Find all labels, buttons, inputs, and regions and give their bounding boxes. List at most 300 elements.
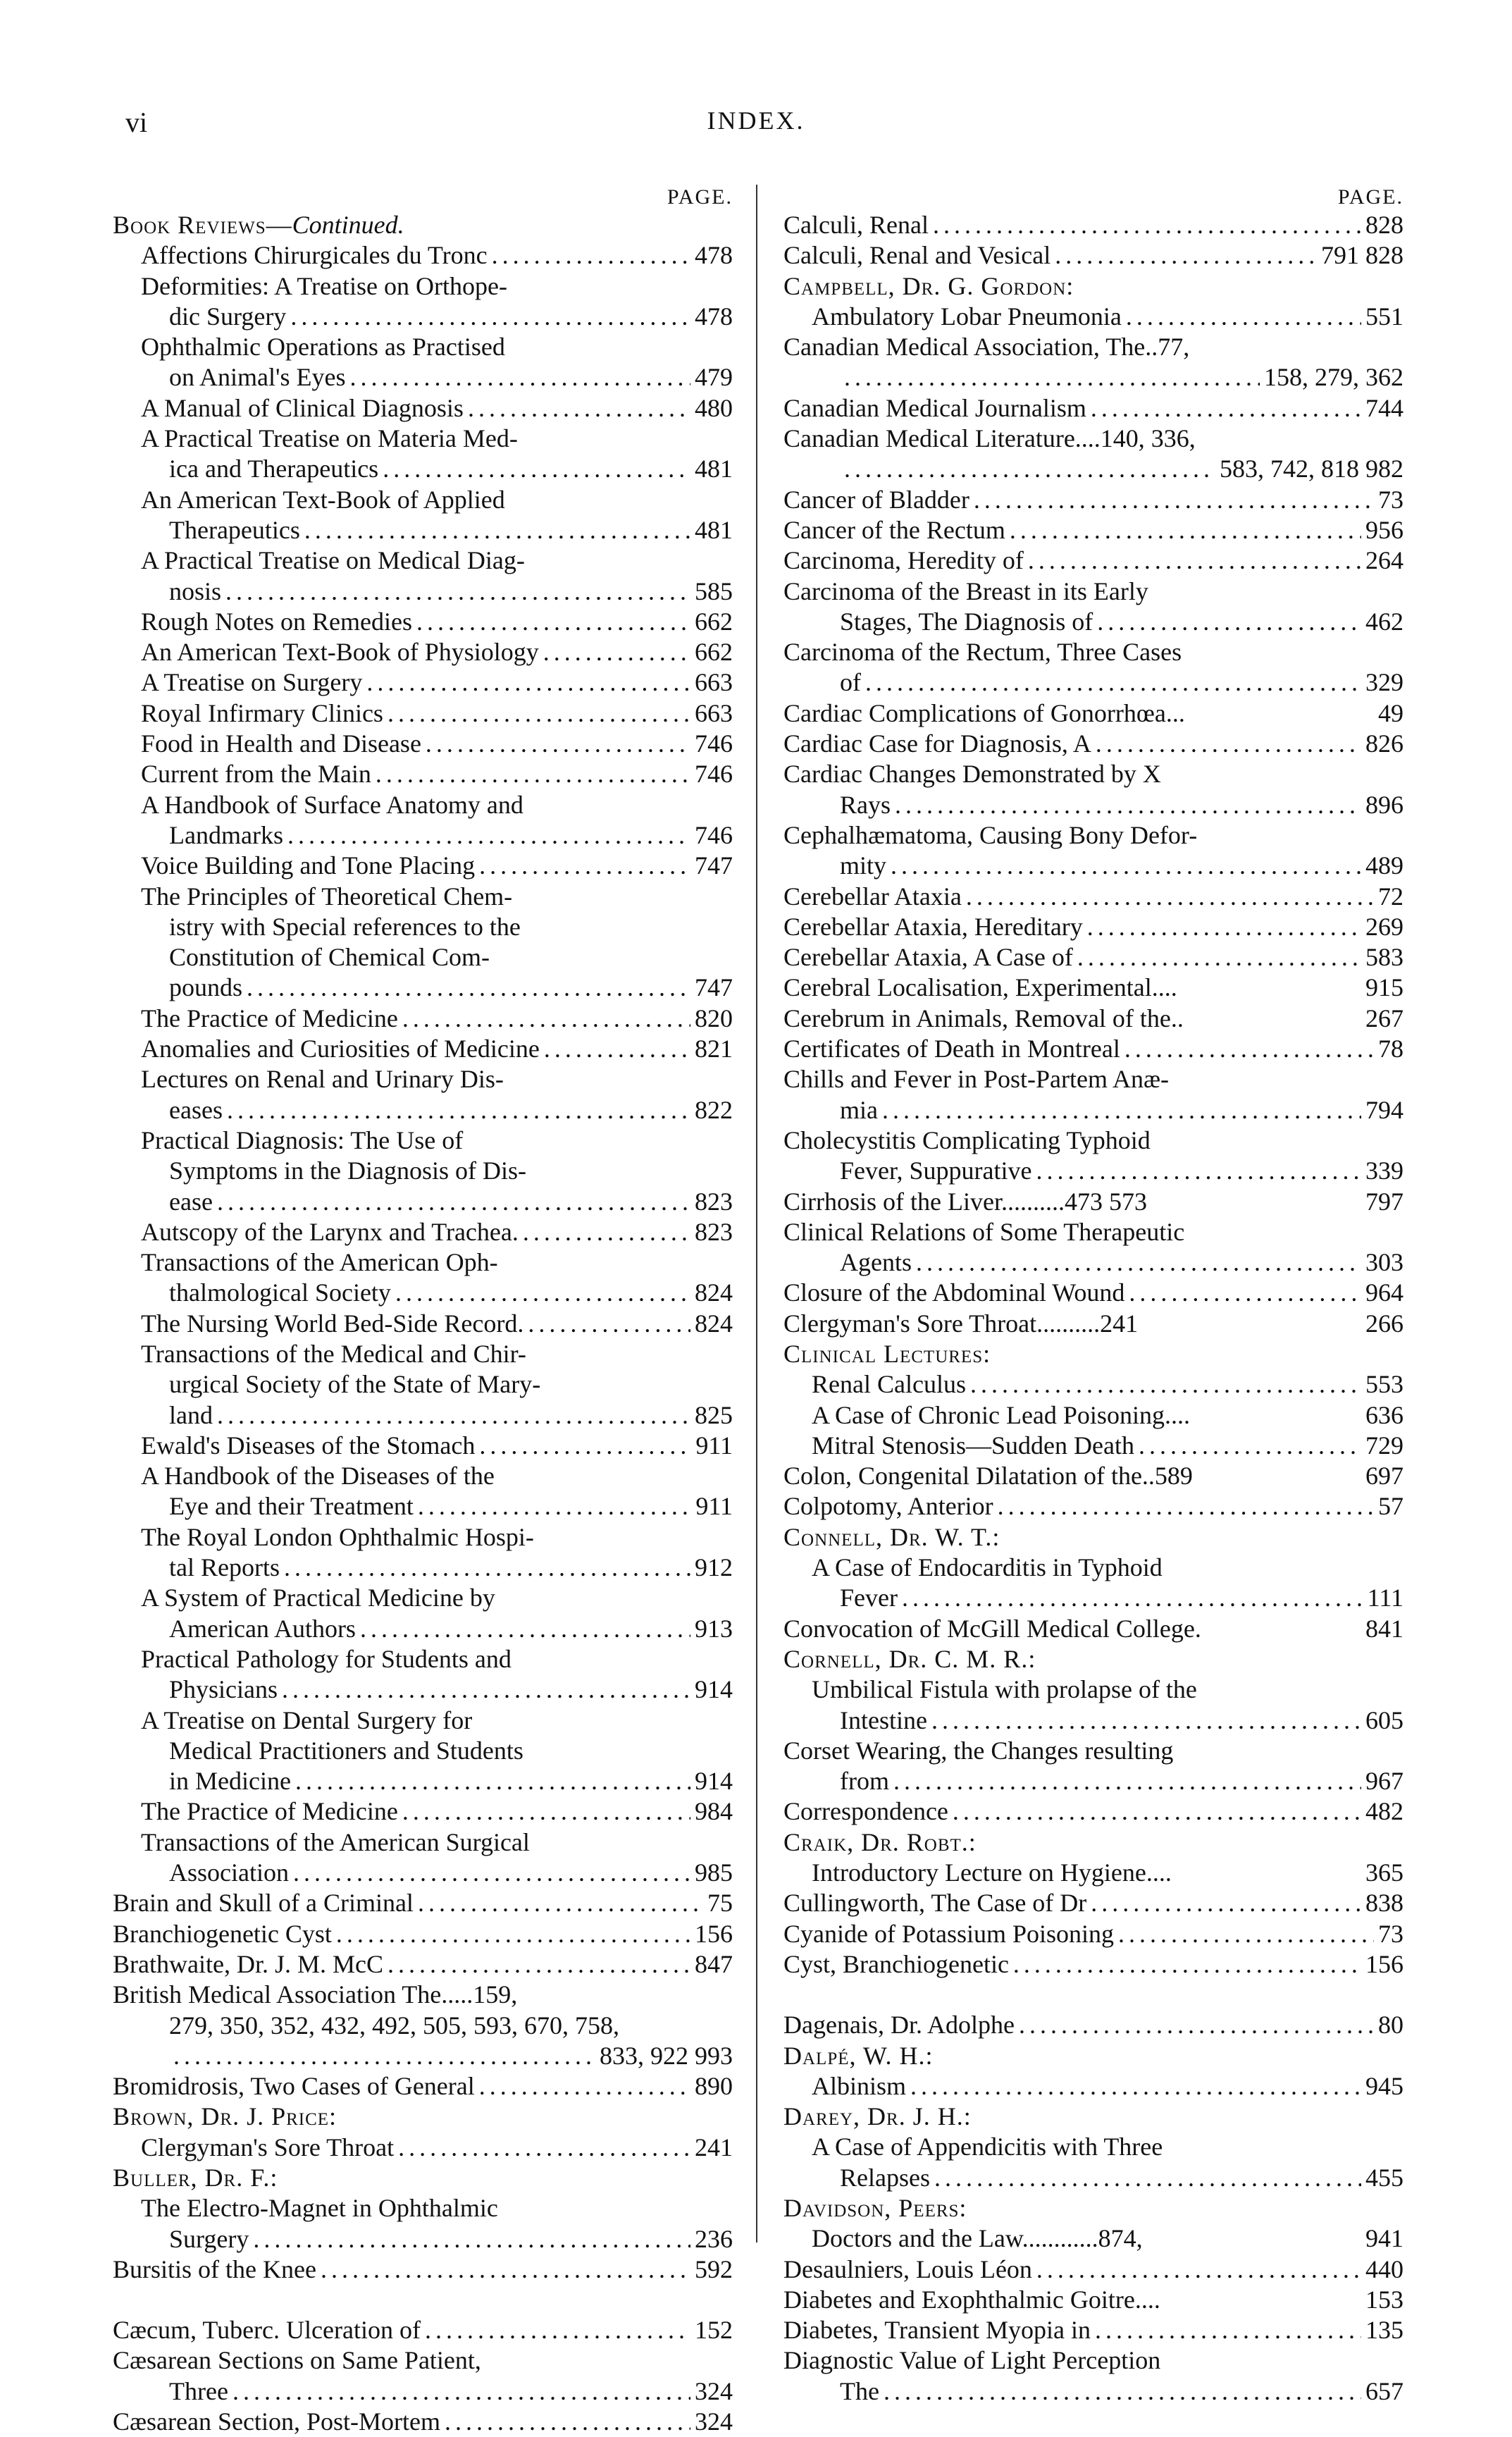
index-entry xyxy=(783,545,1403,576)
index-entry xyxy=(113,1736,733,1766)
index-entry xyxy=(113,882,733,912)
page-ref: 941 xyxy=(1365,2224,1403,2253)
page-ref: 324 xyxy=(695,2376,733,2405)
leader-dots xyxy=(388,1949,690,1980)
index-entry-text: ica and Therapeutics xyxy=(169,455,379,483)
index-entry xyxy=(783,851,1403,881)
index-entry xyxy=(113,1888,733,1918)
page-ref: 266 xyxy=(1365,1309,1403,1338)
index-entry xyxy=(113,820,733,851)
index-entry-text: The Practice of Medicine xyxy=(141,1797,398,1826)
index-entry xyxy=(783,240,1403,271)
index-entry-text: A Practical Treatise on Medical Diag- xyxy=(141,546,525,575)
leader-dots xyxy=(418,1491,691,1522)
index-entry-text: mity xyxy=(840,851,887,880)
page-ref: 481 xyxy=(695,455,733,483)
index-entry-text: A Practical Treatise on Materia Med- xyxy=(141,424,518,453)
index-entry xyxy=(783,2223,1403,2254)
index-entry xyxy=(783,912,1403,942)
index-entry-text: Diabetes, Transient Myopia in xyxy=(783,2316,1091,2345)
leader-dots xyxy=(844,362,1260,393)
index-entry xyxy=(783,790,1403,820)
index-entry xyxy=(113,1247,733,1278)
index-entry xyxy=(113,393,733,424)
index-entry-text: Certificates of Death in Montreal xyxy=(783,1035,1120,1063)
index-entry-text: Canadian Medical Association, The..77, xyxy=(783,333,1190,362)
leader-dots xyxy=(544,1034,690,1064)
index-entry xyxy=(113,1827,733,1858)
leader-dots xyxy=(882,1095,1361,1125)
page-ref: 236 xyxy=(695,2224,733,2253)
index-entry xyxy=(113,1125,733,1156)
page-ref: 663 xyxy=(695,668,733,697)
index-entry-text: Three xyxy=(169,2376,228,2405)
page-ref: 455 xyxy=(1365,2163,1403,2192)
index-entry xyxy=(113,2407,733,2437)
index-entry xyxy=(113,515,733,545)
leader-dots xyxy=(247,973,690,1003)
index-entry-text: dic Surgery xyxy=(169,302,287,331)
index-entry-text: ease xyxy=(169,1187,213,1216)
right-column xyxy=(783,185,1403,2407)
index-entry xyxy=(783,393,1403,424)
leader-dots xyxy=(893,1766,1361,1796)
leader-dots xyxy=(934,2163,1361,2193)
leader-dots xyxy=(304,515,690,545)
index-entry-text: Transactions of the American Oph- xyxy=(141,1248,498,1277)
leader-dots xyxy=(295,1766,690,1796)
leader-dots xyxy=(227,1095,690,1125)
index-entry-text: The xyxy=(840,2376,879,2405)
index-entry xyxy=(113,1064,733,1094)
index-entry-text: Practical Diagnosis: The Use of xyxy=(141,1125,464,1154)
index-entry xyxy=(783,1339,1403,1369)
index-entry-text: pounds xyxy=(169,973,243,1002)
page-ref: 49 xyxy=(1378,698,1403,727)
index-entry xyxy=(113,1949,733,1980)
leader-dots xyxy=(360,1614,690,1644)
index-entry xyxy=(113,2224,733,2254)
index-entry xyxy=(783,2010,1403,2040)
index-entry xyxy=(783,515,1403,545)
index-entry-text: Landmarks xyxy=(169,820,283,849)
index-entry xyxy=(783,2102,1403,2132)
page-ref: 264 xyxy=(1365,546,1403,575)
leader-dots xyxy=(1013,1949,1361,1980)
index-entry-text: Brain and Skull of a Criminal xyxy=(113,1889,414,1918)
index-entry xyxy=(113,1431,733,1461)
index-entry-text: Calculi, Renal and Vesical xyxy=(783,241,1051,270)
index-entry-text: Therapeutics xyxy=(169,515,300,544)
index-entry xyxy=(783,485,1403,515)
page-ref: 73 xyxy=(1378,1919,1403,1948)
page-ref: 481 xyxy=(695,515,733,544)
page-ref: 915 xyxy=(1365,973,1403,1002)
index-heading: Cornell, Dr. C. M. R.: xyxy=(783,1644,1036,1673)
index-entry xyxy=(783,1674,1403,1705)
leader-dots xyxy=(916,1247,1361,1278)
index-entry xyxy=(783,1125,1403,1156)
index-entry xyxy=(783,1034,1403,1064)
index-heading: Darey, Dr. J. H.: xyxy=(783,2102,972,2131)
index-entry xyxy=(783,210,1403,240)
index-entry xyxy=(113,302,733,332)
index-entry xyxy=(783,1888,1403,1918)
index-entry-text: Transactions of the American Surgical xyxy=(141,1827,530,1856)
index-entry-text: Cephalhæmatoma, Causing Bony Defor- xyxy=(783,820,1198,849)
index-entry-text: on Animal's Eyes xyxy=(169,363,346,392)
leader-dots xyxy=(933,210,1361,240)
leader-dots xyxy=(395,1278,690,1308)
index-entry xyxy=(113,1705,733,1736)
page-ref: 158, 279, 362 xyxy=(1264,363,1403,392)
index-entry-text: Convocation of McGill Medical College. xyxy=(783,1614,1201,1643)
index-entry xyxy=(783,362,1403,393)
index-entry xyxy=(113,2102,733,2132)
index-entry-text: Clinical Relations of Some Therapeutic xyxy=(783,1217,1185,1246)
index-entry-text: Fever xyxy=(840,1584,898,1612)
leader-dots xyxy=(284,1553,690,1583)
page-ref: 985 xyxy=(695,1858,733,1887)
leader-dots xyxy=(1126,302,1361,332)
index-entry xyxy=(113,973,733,1003)
index-entry-text: Affections Chirurgicales du Tronc xyxy=(141,241,488,270)
page-ref: 662 xyxy=(695,607,733,636)
index-entry-text: Dagenais, Dr. Adolphe xyxy=(783,2011,1015,2040)
index-entry-text: Correspondence xyxy=(783,1797,948,1826)
index-entry xyxy=(783,2071,1403,2102)
index-heading: Buller, Dr. F.: xyxy=(113,2164,278,2192)
index-entry xyxy=(113,2376,733,2407)
leader-dots xyxy=(366,667,690,698)
index-entry xyxy=(783,1766,1403,1796)
index-entry xyxy=(783,1309,1403,1339)
leader-dots xyxy=(402,1004,690,1034)
index-entry-text: istry with Special references to the xyxy=(169,912,521,941)
leader-dots xyxy=(1097,607,1361,637)
index-entry xyxy=(783,424,1403,454)
index-entry xyxy=(783,2376,1403,2407)
page-ref: 833, 922 993 xyxy=(600,2041,733,2070)
page-ref: 747 xyxy=(695,851,733,880)
page-ref: 914 xyxy=(695,1675,733,1704)
index-entry-text: A Handbook of the Diseases of the xyxy=(141,1462,495,1491)
index-entry xyxy=(113,2071,733,2102)
leader-dots xyxy=(293,1858,690,1888)
page-ref: 967 xyxy=(1365,1767,1403,1796)
index-entry xyxy=(113,1369,733,1400)
index-entry-text: Cardiac Changes Demonstrated by X xyxy=(783,760,1161,789)
index-entry-text: Cerebral Localisation, Experimental.... xyxy=(783,973,1177,1002)
index-entry xyxy=(783,1369,1403,1400)
index-entry xyxy=(783,1431,1403,1461)
page-ref: 945 xyxy=(1365,2071,1403,2100)
leader-dots xyxy=(953,1796,1361,1827)
index-entry xyxy=(783,1522,1403,1553)
index-entry-text: Carcinoma of the Rectum, Three Cases xyxy=(783,638,1182,667)
leader-dots xyxy=(217,1187,690,1217)
index-heading: Craik, Dr. Robt.: xyxy=(783,1827,977,1856)
index-entry xyxy=(783,2132,1403,2162)
page-ref: 826 xyxy=(1365,729,1403,758)
index-entry-text: American Authors xyxy=(169,1614,356,1643)
index-entry-text: Cæsarean Section, Post-Mortem xyxy=(113,2407,440,2436)
leader-dots xyxy=(1139,1431,1361,1461)
index-entry xyxy=(113,1491,733,1522)
index-entry xyxy=(113,2041,733,2071)
page-ref: 478 xyxy=(695,241,733,270)
index-entry xyxy=(783,1247,1403,1278)
index-entry-text: 279, 350, 352, 432, 492, 505, 593, 670, 758, xyxy=(169,2011,619,2040)
leader-dots xyxy=(479,1431,691,1461)
index-entry-text: Royal Infirmary Clinics xyxy=(141,698,383,727)
right-page-label: PAGE. xyxy=(1337,185,1403,209)
index-entry-text: Rough Notes on Remedies xyxy=(141,607,412,636)
index-entry-text: from xyxy=(840,1767,889,1796)
index-entry xyxy=(113,454,733,484)
leader-dots xyxy=(1055,240,1317,271)
index-entry-text: Medical Practitioners and Students xyxy=(169,1736,523,1765)
page-ref: 478 xyxy=(695,302,733,331)
page-ref: 605 xyxy=(1365,1705,1403,1734)
index-entry-text: An American Text-Book of Physiology xyxy=(141,638,539,667)
index-heading: Connell, Dr. W. T.: xyxy=(783,1522,1000,1551)
index-entry xyxy=(113,1644,733,1674)
index-entry-text: The Nursing World Bed-Side Record. xyxy=(141,1309,524,1338)
index-entry-text: Closure of the Abdominal Wound xyxy=(783,1278,1125,1307)
index-entry-text: An American Text-Book of Applied xyxy=(141,485,505,514)
index-entry xyxy=(783,1095,1403,1125)
index-entry xyxy=(783,332,1403,362)
leader-dots xyxy=(1036,1156,1362,1186)
index-entry-text: Renal Calculus xyxy=(812,1370,966,1399)
index-entry-text: land xyxy=(169,1400,213,1429)
page-ref: 821 xyxy=(695,1035,733,1063)
index-heading: Brown, Dr. J. Price: xyxy=(113,2102,337,2131)
index-entry xyxy=(783,271,1403,302)
index-entry xyxy=(113,942,733,973)
index-entry xyxy=(783,1736,1403,1766)
page-ref: 838 xyxy=(1365,1889,1403,1918)
index-entry xyxy=(113,271,733,302)
page-ref: 489 xyxy=(1365,851,1403,880)
index-entry-text: Calculi, Renal xyxy=(783,211,929,239)
page-ref: 592 xyxy=(695,2254,733,2283)
index-entry-text: Clergyman's Sore Throat xyxy=(141,2133,395,2161)
page-ref: 847 xyxy=(695,1949,733,1978)
index-entry xyxy=(783,2315,1403,2345)
leader-dots xyxy=(970,1369,1361,1400)
leader-dots xyxy=(1019,2010,1374,2040)
index-entry-text: Doctors and the Law............874, xyxy=(812,2224,1143,2253)
leader-dots xyxy=(398,2133,690,2163)
page-ref: 913 xyxy=(695,1614,733,1643)
page-ref: 828 xyxy=(1365,211,1403,239)
leader-dots xyxy=(902,1583,1363,1613)
index-entry-text: Eye and their Treatment xyxy=(169,1492,414,1521)
index-entry xyxy=(783,820,1403,851)
page-ref: 729 xyxy=(1365,1431,1403,1460)
leader-dots xyxy=(445,2407,690,2437)
index-entry xyxy=(783,942,1403,973)
leader-dots xyxy=(998,1491,1374,1522)
index-entry xyxy=(783,1156,1403,1186)
index-entry-text: Food in Health and Disease xyxy=(141,729,421,758)
index-entry-text: Cæcum, Tuberc. Ulceration of xyxy=(113,2316,421,2345)
index-entry xyxy=(113,1766,733,1796)
index-entry-text: Introductory Lecture on Hygiene.... xyxy=(812,1858,1172,1887)
page-ref: 890 xyxy=(695,2072,733,2101)
index-entry-text: Desaulniers, Louis Léon xyxy=(783,2254,1032,2283)
page-ref: 744 xyxy=(1365,393,1403,422)
index-entry xyxy=(783,1278,1403,1308)
leader-dots xyxy=(884,2376,1361,2407)
leader-dots xyxy=(418,1888,703,1918)
page-ref: 303 xyxy=(1365,1248,1403,1277)
index-entry xyxy=(783,1796,1403,1827)
page-ref: 482 xyxy=(1365,1797,1403,1826)
index-entry-text: A Manual of Clinical Diagnosis xyxy=(141,393,464,422)
index-entry-text: Symptoms in the Diagnosis of Dis- xyxy=(169,1156,527,1185)
index-entry-text: Relapses xyxy=(840,2163,930,2192)
page-ref: 480 xyxy=(695,393,733,422)
index-entry-text: Lectures on Renal and Urinary Dis- xyxy=(141,1065,504,1094)
page-ref: 329 xyxy=(1365,668,1403,697)
index-entry-text: Ewald's Diseases of the Stomach xyxy=(141,1431,476,1460)
leader-dots xyxy=(1077,942,1361,973)
index-entry xyxy=(113,1796,733,1827)
leader-dots xyxy=(336,1919,690,1949)
leader-dots xyxy=(349,362,690,393)
index-entry-text: of xyxy=(840,668,861,697)
page-ref: 156 xyxy=(695,1919,733,1948)
page-ref: 80 xyxy=(1378,2011,1403,2040)
leader-dots xyxy=(931,1705,1361,1736)
page-ref: 72 xyxy=(1378,882,1403,911)
leader-dots xyxy=(966,882,1374,912)
index-entry-text: Corset Wearing, the Changes resulting xyxy=(783,1736,1174,1765)
leader-dots xyxy=(1028,545,1361,576)
index-entry xyxy=(113,1614,733,1644)
index-heading: Book Reviews— xyxy=(113,211,292,239)
page-ref: 241 xyxy=(695,2133,733,2161)
page-ref: 324 xyxy=(695,2407,733,2436)
index-heading: Dalpé, W. H.: xyxy=(783,2041,934,2070)
index-entry xyxy=(113,1156,733,1186)
leader-dots xyxy=(1118,1919,1374,1949)
index-entry xyxy=(113,2345,733,2376)
page-ref: 956 xyxy=(1365,515,1403,544)
leader-dots xyxy=(1124,1034,1374,1064)
index-entry xyxy=(783,2163,1403,2193)
leader-dots xyxy=(1010,515,1361,545)
page-ref: 912 xyxy=(695,1553,733,1582)
index-entry xyxy=(113,667,733,698)
index-entry xyxy=(113,362,733,393)
leader-dots xyxy=(225,576,690,607)
index-entry-text: thalmological Society xyxy=(169,1278,391,1307)
index-entry-text: Stages, The Diagnosis of xyxy=(840,607,1093,636)
page-ref: 111 xyxy=(1367,1584,1403,1612)
index-entry-text: The Practice of Medicine xyxy=(141,1004,398,1032)
index-entry-text: Canadian Medical Literature....140, 336, xyxy=(783,424,1196,453)
index-entry-text: nosis xyxy=(169,576,222,605)
leader-dots xyxy=(479,851,690,881)
index-entry xyxy=(783,1064,1403,1094)
left-page-label: PAGE. xyxy=(667,185,733,209)
index-entry-text: Cancer of Bladder xyxy=(783,485,969,514)
index-entry-text: mia xyxy=(840,1095,878,1124)
page-ref: 78 xyxy=(1378,1035,1403,1063)
index-entry xyxy=(113,1004,733,1034)
page-ref: 984 xyxy=(695,1797,733,1826)
index-entry xyxy=(783,759,1403,789)
left-index-list xyxy=(113,210,733,2437)
index-entry xyxy=(783,1217,1403,1247)
index-entry-text: Voice Building and Tone Placing xyxy=(141,851,476,880)
leader-dots xyxy=(282,1674,690,1705)
leader-dots xyxy=(891,851,1361,881)
index-entry xyxy=(783,454,1403,484)
page-header xyxy=(0,106,1512,148)
index-heading: Campbell, Dr. G. Gordon: xyxy=(783,271,1074,300)
index-entry xyxy=(783,667,1403,698)
page-ref: 823 xyxy=(695,1187,733,1216)
page-ref: 583 xyxy=(1365,943,1403,972)
index-entry xyxy=(113,1400,733,1431)
index-entry-text: Brathwaite, Dr. J. M. McC xyxy=(113,1949,383,1978)
index-entry xyxy=(783,1644,1403,1674)
index-entry-text: British Medical Association The.....159, xyxy=(113,1980,518,2009)
page-ref: 73 xyxy=(1378,485,1403,514)
leader-dots xyxy=(974,485,1374,515)
index-entry xyxy=(113,210,733,240)
page-ref: 267 xyxy=(1365,1004,1403,1032)
page-ref: 747 xyxy=(695,973,733,1002)
page-ref: 269 xyxy=(1365,912,1403,941)
index-entry xyxy=(783,2254,1403,2285)
index-entry xyxy=(783,607,1403,637)
index-entry xyxy=(783,698,1403,729)
index-entry-text: A Case of Appendicitis with Three xyxy=(812,2133,1163,2161)
leader-dots xyxy=(287,820,690,851)
leader-dots xyxy=(492,240,690,271)
index-entry xyxy=(113,424,733,454)
page-ref: 462 xyxy=(1365,607,1403,636)
index-entry xyxy=(113,485,733,515)
leader-dots xyxy=(523,1217,690,1247)
index-entry xyxy=(113,1217,733,1247)
index-entry-text: Autscopy of the Larynx and Trachea. xyxy=(141,1217,519,1246)
left-column xyxy=(113,185,733,2437)
index-entry-text: Canadian Medical Journalism xyxy=(783,393,1086,422)
page-ref: 824 xyxy=(695,1309,733,1338)
index-entry xyxy=(113,2163,733,2193)
index-entry-text: urgical Society of the State of Mary- xyxy=(169,1370,541,1399)
page-ref: 825 xyxy=(695,1400,733,1429)
index-entry xyxy=(783,1461,1403,1491)
index-entry-text: Cancer of the Rectum xyxy=(783,515,1005,544)
page-ref: 662 xyxy=(695,638,733,667)
index-entry-text: Cerebellar Ataxia, A Case of xyxy=(783,943,1073,972)
index-entry-text: Bromidrosis, Two Cases of General xyxy=(113,2072,475,2101)
index-entry xyxy=(783,1919,1403,1949)
page-ref: 585 xyxy=(695,576,733,605)
index-entry xyxy=(783,2041,1403,2071)
leader-dots xyxy=(402,1796,690,1827)
leader-dots xyxy=(173,2041,595,2071)
page-ref: 339 xyxy=(1365,1156,1403,1185)
